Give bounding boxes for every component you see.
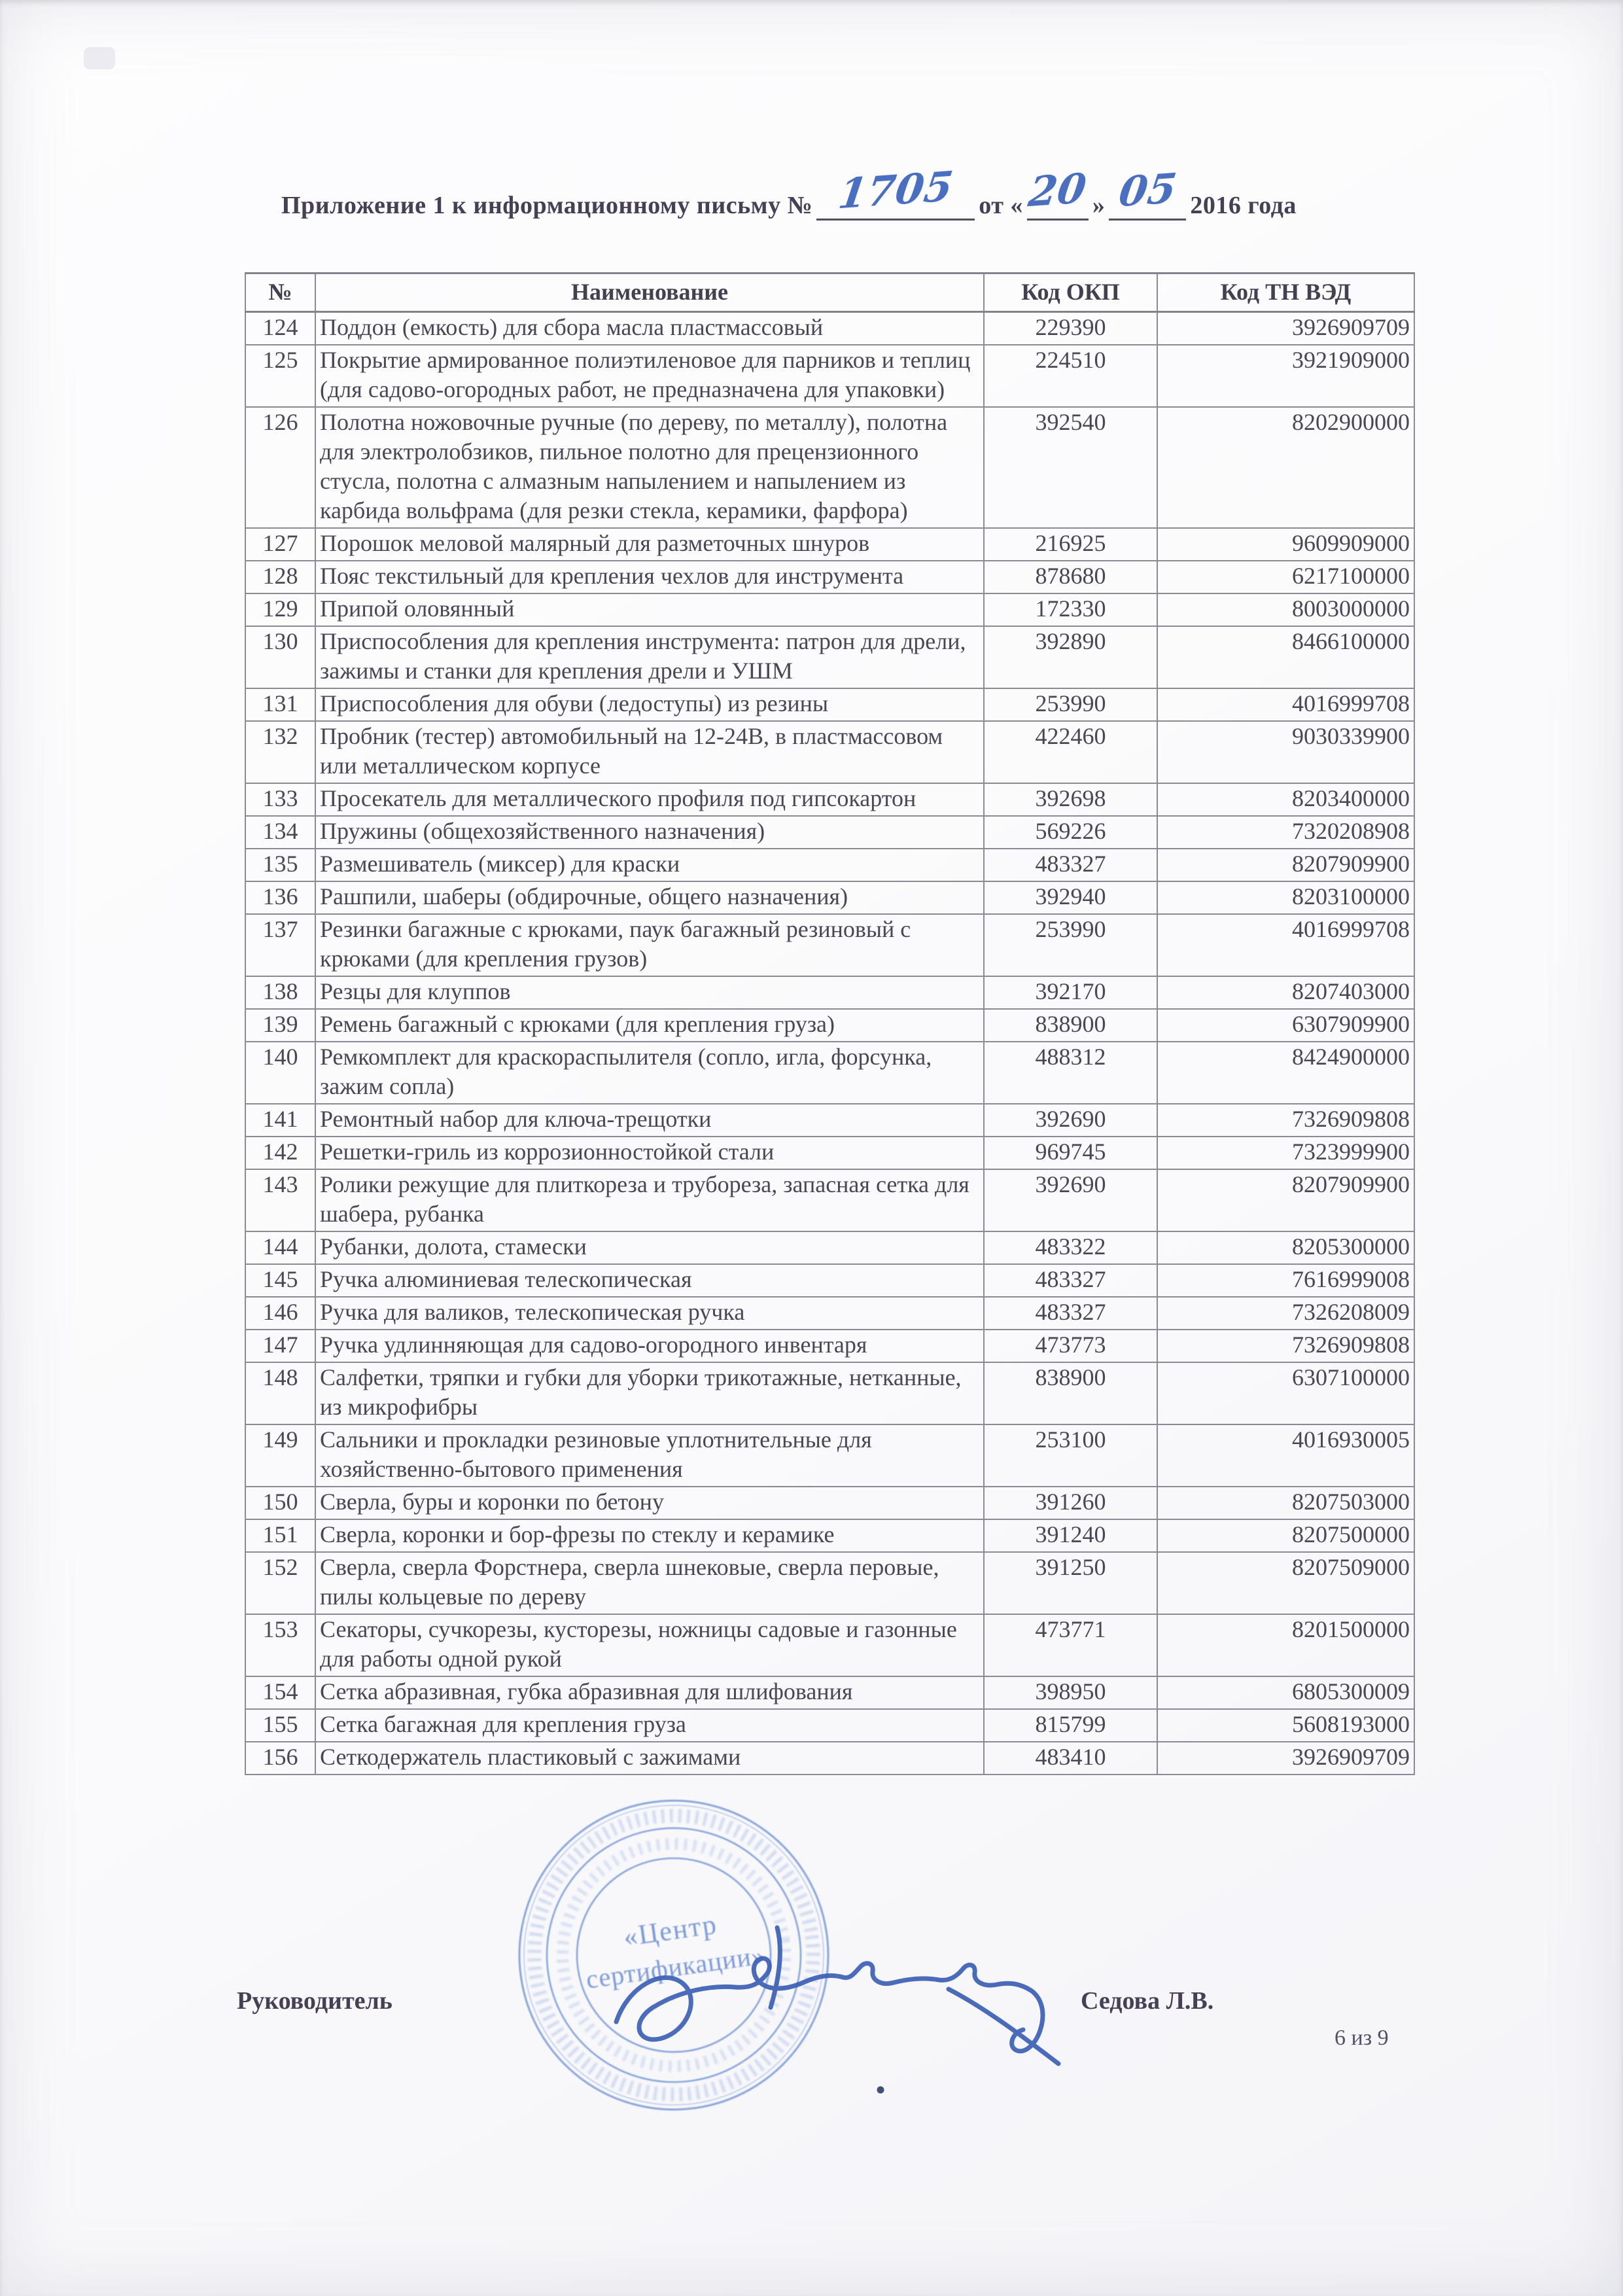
table-row (245, 593, 1414, 626)
table-row (245, 1424, 1414, 1487)
tnved-code-cell: 8424900000 (1157, 1042, 1414, 1104)
row-number-cell: 129 (245, 593, 315, 626)
page-number: 6 из 9 (1335, 2026, 1389, 2050)
item-name-cell: Покрытие армированное полиэтиленовое для парников и теплиц (для садово-огородных работ, не предназначена для упаковки) (315, 345, 984, 407)
okp-code-cell: 392690 (984, 1104, 1157, 1137)
tnved-code-cell: 7326909808 (1157, 1330, 1414, 1362)
row-number-cell: 135 (245, 849, 315, 881)
ink-dot (877, 2087, 884, 2094)
table-row (245, 1552, 1414, 1614)
okp-code-cell: 253990 (984, 688, 1157, 721)
okp-code-cell: 391250 (984, 1552, 1157, 1614)
document-title (281, 162, 1452, 221)
tnved-code-cell: 8203100000 (1157, 881, 1414, 914)
row-number-cell: 125 (245, 345, 315, 407)
okp-code-cell: 473773 (984, 1330, 1157, 1362)
item-name-cell: Ручка удлинняющая для садово-огородного инвентаря (315, 1330, 984, 1362)
table-row (245, 1519, 1414, 1552)
okp-code-cell: 483327 (984, 1297, 1157, 1330)
okp-code-cell: 473771 (984, 1614, 1157, 1676)
stamp-text-line2: сертификации» (584, 1939, 767, 1994)
table-row (245, 721, 1414, 783)
table-row (245, 1009, 1414, 1042)
table-row (245, 312, 1414, 345)
tnved-code-cell: 7323999900 (1157, 1137, 1414, 1169)
tnved-code-cell: 9030339900 (1157, 721, 1414, 783)
table-header-row (245, 274, 1414, 312)
okp-code-cell: 838900 (984, 1362, 1157, 1424)
item-name-cell: Ремонтный набор для ключа-трещотки (315, 1104, 984, 1137)
tnved-code-cell: 4016999708 (1157, 688, 1414, 721)
okp-code-cell: 392890 (984, 626, 1157, 688)
item-name-cell: Секаторы, сучкорезы, кусторезы, ножницы садовые и газонные для работы одной рукой (315, 1614, 984, 1676)
okp-code-cell: 483327 (984, 1264, 1157, 1297)
row-number-cell: 124 (245, 312, 315, 345)
row-number-cell: 154 (245, 1676, 315, 1709)
okp-code-cell: 483410 (984, 1742, 1157, 1775)
row-number-cell: 134 (245, 816, 315, 849)
tnved-code-cell: 8207509000 (1157, 1552, 1414, 1614)
table-body (245, 312, 1414, 1775)
signer-name: Седова Л.В. (1081, 1987, 1214, 2015)
item-name-cell: Сетка абразивная, губка абразивная для шлифования (315, 1676, 984, 1709)
letter-day-blank (1026, 164, 1090, 221)
table-row (245, 976, 1414, 1009)
row-number-cell: 138 (245, 976, 315, 1009)
okp-code-cell: 229390 (984, 312, 1157, 345)
table-row (245, 1614, 1414, 1676)
table-row (245, 783, 1414, 816)
okp-code-cell: 216925 (984, 528, 1157, 561)
okp-code-cell: 392540 (984, 407, 1157, 528)
tnved-code-cell: 3926909709 (1157, 312, 1414, 345)
tnved-code-cell: 6217100000 (1157, 561, 1414, 593)
item-name-cell: Ремкомплект для краскораспылителя (сопло, игла, форсунка, зажим сопла) (315, 1042, 984, 1104)
table-row (245, 1330, 1414, 1362)
item-name-cell: Припой оловянный (315, 593, 984, 626)
table-row (245, 914, 1414, 976)
tnved-code-cell: 4016999708 (1157, 914, 1414, 976)
row-number-cell: 152 (245, 1552, 315, 1614)
okp-code-cell: 969745 (984, 1137, 1157, 1169)
tnved-code-cell: 7326909808 (1157, 1104, 1414, 1137)
okp-code-cell: 172330 (984, 593, 1157, 626)
item-name-cell: Рубанки, долота, стамески (315, 1231, 984, 1264)
row-number-cell: 147 (245, 1330, 315, 1362)
item-name-cell: Резинки багажные с крюками, паук багажный резиновый с крюками (для крепления грузов) (315, 914, 984, 976)
okp-code-cell: 483327 (984, 849, 1157, 881)
row-number-cell: 146 (245, 1297, 315, 1330)
tnved-code-cell: 4016930005 (1157, 1424, 1414, 1487)
item-name-cell: Решетки-гриль из коррозионностойкой стали (315, 1137, 984, 1169)
okp-code-cell: 391240 (984, 1519, 1157, 1552)
tnved-code-cell: 5608193000 (1157, 1709, 1414, 1742)
row-number-cell: 143 (245, 1169, 315, 1231)
item-name-cell: Поддон (емкость) для сбора масла пластмассовый (315, 312, 984, 345)
table-row (245, 1297, 1414, 1330)
item-name-cell: Полотна ножовочные ручные (по дереву, по металлу), полотна для электролобзиков, пильное полотно для прецензионного стусла, полотна с алмазным напылением и напылением из карбида вольфрама (для резки стекла, керамики, фарфора) (315, 407, 984, 528)
item-name-cell: Ручка алюминиевая телескопическая (315, 1264, 984, 1297)
row-number-cell: 142 (245, 1137, 315, 1169)
okp-code-cell: 878680 (984, 561, 1157, 593)
tnved-code-cell: 3926909709 (1157, 1742, 1414, 1775)
item-name-cell: Размешиватель (миксер) для краски (315, 849, 984, 881)
row-number-cell: 136 (245, 881, 315, 914)
row-number-cell: 148 (245, 1362, 315, 1424)
item-name-cell: Ролики режущие для плиткореза и трубореза, запасная сетка для шабера, рубанка (315, 1169, 984, 1231)
okp-code-cell: 483322 (984, 1231, 1157, 1264)
item-name-cell: Сверла, коронки и бор-фрезы по стеклу и керамике (315, 1519, 984, 1552)
table-row (245, 1104, 1414, 1137)
tnved-code-cell: 8207909900 (1157, 849, 1414, 881)
okp-code-cell: 398950 (984, 1676, 1157, 1709)
table-row (245, 345, 1414, 407)
tnved-code-cell: 8207503000 (1157, 1487, 1414, 1519)
row-number-cell: 156 (245, 1742, 315, 1775)
table-header (245, 274, 1414, 312)
table-row (245, 1042, 1414, 1104)
item-name-cell: Сверла, буры и коронки по бетону (315, 1487, 984, 1519)
table-row (245, 1709, 1414, 1742)
item-name-cell: Приспособления для обуви (ледоступы) из резины (315, 688, 984, 721)
item-name-cell: Сверла, сверла Форстнера, сверла шнековые, сверла перовые, пилы кольцевые по дереву (315, 1552, 984, 1614)
tnved-code-cell: 8203400000 (1157, 783, 1414, 816)
item-name-cell: Приспособления для крепления инструмента: патрон для дрели, зажимы и станки для крепления дрели и УШМ (315, 626, 984, 688)
letter-day-handwritten: 20 (1026, 164, 1090, 217)
okp-code-cell: 224510 (984, 345, 1157, 407)
item-name-cell: Ручка для валиков, телескопическая ручка (315, 1297, 984, 1330)
table-row (245, 849, 1414, 881)
okp-code-cell: 815799 (984, 1709, 1157, 1742)
table-row (245, 561, 1414, 593)
table-row (245, 1676, 1414, 1709)
title-quote-close: » (1092, 192, 1106, 219)
okp-code-cell: 422460 (984, 721, 1157, 783)
header-okp-code: Код ОКП (984, 274, 1157, 312)
signer-role-label: Руководитель (237, 1987, 393, 2015)
row-number-cell: 137 (245, 914, 315, 976)
header-tnved-code: Код ТН ВЭД (1157, 274, 1414, 312)
item-name-cell: Сетка багажная для крепления груза (315, 1709, 984, 1742)
tnved-code-cell: 8207909900 (1157, 1169, 1414, 1231)
letter-number-handwritten: 1705 (835, 162, 956, 219)
okp-code-cell: 488312 (984, 1042, 1157, 1104)
table-row (245, 1231, 1414, 1264)
scan-artifact-blob (84, 47, 115, 69)
tnved-code-cell: 7326208009 (1157, 1297, 1414, 1330)
row-number-cell: 150 (245, 1487, 315, 1519)
item-name-cell: Салфетки, тряпки и губки для уборки трикотажные, нетканные, из микрофибры (315, 1362, 984, 1424)
tnved-code-cell: 6307909900 (1157, 1009, 1414, 1042)
table-row (245, 1487, 1414, 1519)
goods-codes-table (245, 272, 1415, 1775)
row-number-cell: 132 (245, 721, 315, 783)
signature-upstroke (771, 1928, 780, 2007)
item-name-cell: Порошок меловой малярный для разметочных шнуров (315, 528, 984, 561)
tnved-code-cell: 8207403000 (1157, 976, 1414, 1009)
table-row (245, 1362, 1414, 1424)
tnved-code-cell: 8466100000 (1157, 626, 1414, 688)
row-number-cell: 131 (245, 688, 315, 721)
row-number-cell: 130 (245, 626, 315, 688)
tnved-code-cell: 7320208908 (1157, 816, 1414, 849)
item-name-cell: Ремень багажный с крюками (для крепления груза) (315, 1009, 984, 1042)
signature (582, 1909, 1086, 2119)
letter-month-handwritten: 05 (1115, 164, 1180, 217)
stamp-text-line1: «Центр (621, 1909, 720, 1953)
table-row (245, 1264, 1414, 1297)
row-number-cell: 141 (245, 1104, 315, 1137)
tnved-code-cell: 8003000000 (1157, 593, 1414, 626)
okp-code-cell: 253100 (984, 1424, 1157, 1487)
tnved-code-cell: 6805300009 (1157, 1676, 1414, 1709)
okp-code-cell: 569226 (984, 816, 1157, 849)
item-name-cell: Пробник (тестер) автомобильный на 12-24В, в пластмассовом или металлическом корпусе (315, 721, 984, 783)
row-number-cell: 139 (245, 1009, 315, 1042)
item-name-cell: Сеткодержатель пластиковый с зажимами (315, 1742, 984, 1775)
okp-code-cell: 392940 (984, 881, 1157, 914)
row-number-cell: 126 (245, 407, 315, 528)
tnved-code-cell: 8205300000 (1157, 1231, 1414, 1264)
row-number-cell: 149 (245, 1424, 315, 1487)
row-number-cell: 155 (245, 1709, 315, 1742)
tnved-code-cell: 3921909000 (1157, 345, 1414, 407)
table-row (245, 1137, 1414, 1169)
table-row (245, 528, 1414, 561)
row-number-cell: 145 (245, 1264, 315, 1297)
okp-code-cell: 838900 (984, 1009, 1157, 1042)
item-name-cell: Просекатель для металлического профиля под гипсокартон (315, 783, 984, 816)
table-row (245, 1742, 1414, 1775)
row-number-cell: 128 (245, 561, 315, 593)
tnved-code-cell: 6307100000 (1157, 1362, 1414, 1424)
okp-code-cell: 392698 (984, 783, 1157, 816)
tnved-code-cell: 9609909000 (1157, 528, 1414, 561)
okp-code-cell: 253990 (984, 914, 1157, 976)
okp-code-cell: 392170 (984, 976, 1157, 1009)
item-name-cell: Рашпили, шаберы (обдирочные, общего назначения) (315, 881, 984, 914)
title-prefix: Приложение 1 к информационному письму № (281, 192, 813, 219)
item-name-cell: Резцы для клуппов (315, 976, 984, 1009)
item-name-cell: Сальники и прокладки резиновые уплотнительные для хозяйственно-бытового применения (315, 1424, 984, 1487)
table-row (245, 626, 1414, 688)
row-number-cell: 144 (245, 1231, 315, 1264)
table-row (245, 407, 1414, 528)
row-number-cell: 140 (245, 1042, 315, 1104)
tnved-code-cell: 7616999008 (1157, 1264, 1414, 1297)
table-row (245, 881, 1414, 914)
title-ot: от « (979, 192, 1023, 219)
tnved-code-cell: 8201500000 (1157, 1614, 1414, 1676)
row-number-cell: 127 (245, 528, 315, 561)
header-name: Наименование (315, 274, 984, 312)
tnved-code-cell: 8207500000 (1157, 1519, 1414, 1552)
item-name-cell: Пояс текстильный для крепления чехлов для инструмента (315, 561, 984, 593)
title-year: 2016 года (1190, 192, 1297, 219)
letter-number-blank (816, 162, 975, 221)
row-number-cell: 153 (245, 1614, 315, 1676)
table-row (245, 688, 1414, 721)
okp-code-cell: 392690 (984, 1169, 1157, 1231)
letter-month-blank (1109, 164, 1186, 221)
table-row (245, 816, 1414, 849)
okp-code-cell: 391260 (984, 1487, 1157, 1519)
header-number: № (245, 274, 315, 312)
item-name-cell: Пружины (общехозяйственного назначения) (315, 816, 984, 849)
table-row (245, 1169, 1414, 1231)
row-number-cell: 151 (245, 1519, 315, 1552)
row-number-cell: 133 (245, 783, 315, 816)
tnved-code-cell: 8202900000 (1157, 407, 1414, 528)
